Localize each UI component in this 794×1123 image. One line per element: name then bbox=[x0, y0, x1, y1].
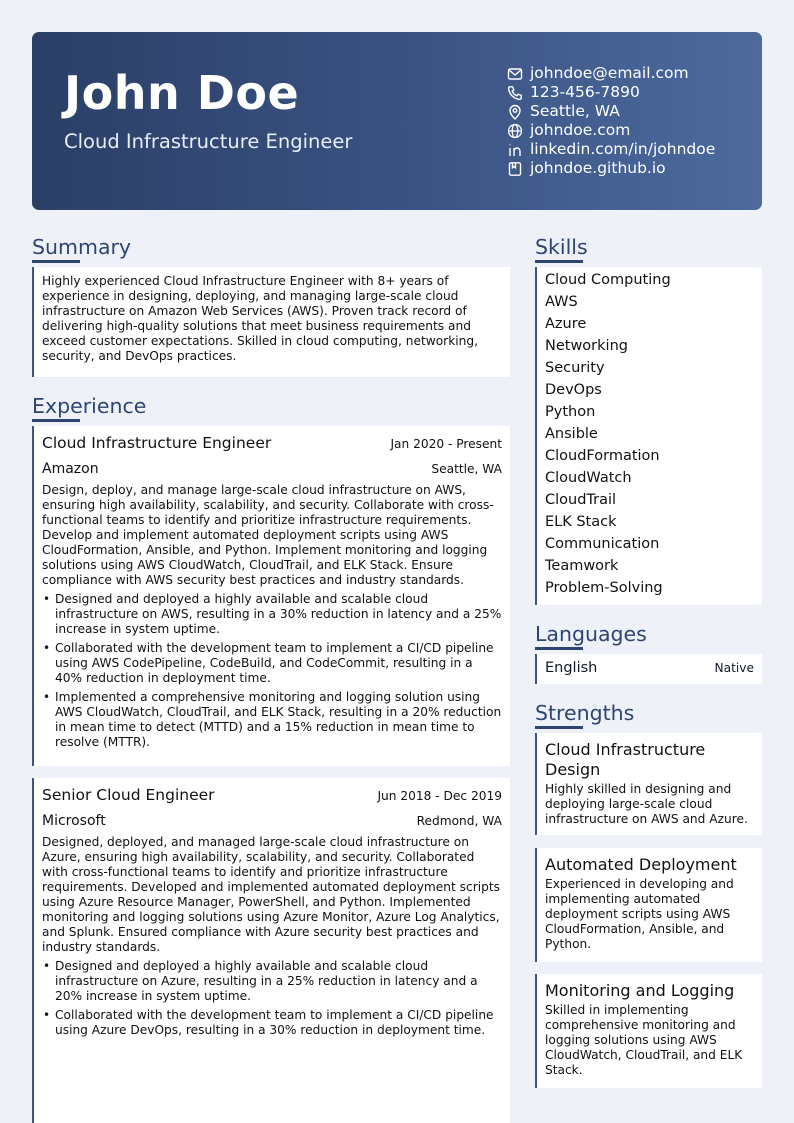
job-company: Amazon bbox=[42, 461, 99, 477]
summary-card bbox=[32, 267, 510, 377]
strength-title: Monitoring and Logging bbox=[545, 981, 735, 1000]
skill-item: Python bbox=[545, 404, 596, 420]
job-achievements bbox=[42, 959, 502, 1038]
linkedin-icon bbox=[507, 142, 523, 158]
contact-github[interactable] bbox=[507, 159, 715, 178]
contact-website[interactable] bbox=[507, 121, 715, 140]
job-description: Design, deploy, and manage large-scale cloud infrastructure on AWS, ensuring high availability, scalability, and security. Collaborate with cross-functional teams to identify and prioritize infrastructure requirements. Develop and implement automated deployment scripts using AWS CloudFormation, Ansible, and Python. Implement monitoring and logging solutions using AWS CloudWatch, CloudTrail, and ELK Stack. Ensure compliance with AWS security best practices and industry standards. bbox=[42, 483, 494, 587]
contact-location bbox=[507, 102, 715, 121]
contact-list bbox=[507, 64, 715, 178]
achievement-item: • Designed and deployed a highly available and scalable cloud infrastructure on Azure, resulting in a 25% reduction in latency and a 20% increase in system uptime. bbox=[42, 959, 502, 1004]
language-name: English bbox=[545, 660, 598, 676]
contact-github-text: johndoe.github.io bbox=[530, 159, 666, 177]
phone-icon bbox=[507, 85, 523, 101]
strengths-underline bbox=[535, 726, 583, 729]
skill-item: Networking bbox=[545, 338, 628, 354]
contact-email[interactable] bbox=[507, 64, 715, 83]
skill-item: AWS bbox=[545, 294, 578, 310]
languages-underline bbox=[535, 647, 583, 650]
experience-underline bbox=[32, 419, 80, 422]
job-header bbox=[42, 433, 502, 453]
language-level: Native bbox=[714, 661, 754, 675]
contact-location-text: Seattle, WA bbox=[530, 102, 620, 120]
contact-phone-text: 123-456-7890 bbox=[530, 83, 640, 101]
skill-item: CloudWatch bbox=[545, 470, 632, 486]
job-description: Designed, deployed, and managed large-scale cloud infrastructure on Azure, ensuring high availability, scalability, and security. Collaborated with cross-functional teams to identify and prioritize infrastructure requirements. Developed and implemented automated deployment scripts using Azure Resource Manager, PowerShell, and Python. Implemented monitoring and logging solutions using Azure Monitor, Azure Log Analytics, and Splunk. Ensured compliance with Azure security best practices and industry standards. bbox=[42, 835, 500, 954]
achievement-item: • Designed and deployed a highly available and scalable cloud infrastructure on AWS, resulting in a 30% reduction in latency and a 25% increase in system uptime. bbox=[42, 592, 502, 637]
skill-item: DevOps bbox=[545, 382, 602, 398]
job-company-row bbox=[42, 460, 502, 478]
strength-card bbox=[535, 848, 762, 962]
email-icon bbox=[507, 66, 523, 82]
candidate-name: John Doe bbox=[64, 66, 300, 120]
skill-item: CloudTrail bbox=[545, 492, 617, 508]
job-location: Seattle, WA bbox=[431, 462, 502, 476]
job-company: Microsoft bbox=[42, 813, 106, 829]
skill-item: Problem-Solving bbox=[545, 580, 663, 596]
job-dates: Jun 2018 - Dec 2019 bbox=[377, 789, 502, 803]
job-achievements bbox=[42, 592, 502, 750]
strength-description: Experienced in developing and implementing automated deployment scripts using AWS CloudFormation, Ansible, and Python. bbox=[545, 877, 734, 951]
skill-item: ELK Stack bbox=[545, 514, 617, 530]
achievement-item: • Collaborated with the development team to implement a CI/CD pipeline using Azure DevOps, resulting in a 30% reduction in deployment time. bbox=[42, 1008, 502, 1038]
job-header bbox=[42, 785, 502, 805]
strength-description: Skilled in implementing comprehensive monitoring and logging solutions using AWS CloudWatch, CloudTrail, and ELK Stack. bbox=[545, 1003, 743, 1077]
github-icon bbox=[507, 161, 523, 177]
job-dates: Jan 2020 - Present bbox=[390, 437, 502, 451]
globe-icon bbox=[507, 123, 523, 139]
job-title: Senior Cloud Engineer bbox=[42, 786, 215, 804]
achievement-item: • Collaborated with the development team to implement a CI/CD pipeline using AWS CodePipeline, CodeBuild, and CodeCommit, resulting in a 40% reduction in deployment time. bbox=[42, 641, 502, 686]
summary-heading: Summary bbox=[32, 235, 132, 259]
skills-card bbox=[535, 267, 762, 605]
strength-description: Highly skilled in designing and deploying large-scale cloud infrastructure on AWS and Azure. bbox=[545, 782, 748, 826]
location-icon bbox=[507, 104, 523, 120]
contact-website-text: johndoe.com bbox=[530, 121, 631, 139]
skill-item: Azure bbox=[545, 316, 587, 332]
skill-item: CloudFormation bbox=[545, 448, 660, 464]
resume-header bbox=[32, 32, 762, 210]
languages-heading: Languages bbox=[535, 622, 647, 646]
experience-card bbox=[32, 778, 510, 1123]
strengths-heading: Strengths bbox=[535, 701, 635, 725]
summary-underline bbox=[32, 260, 80, 263]
strength-card bbox=[535, 974, 762, 1088]
experience-card bbox=[32, 426, 510, 766]
job-title: Cloud Infrastructure Engineer bbox=[42, 434, 272, 452]
strength-card bbox=[535, 733, 762, 835]
skill-item: Security bbox=[545, 360, 605, 376]
skill-item: Ansible bbox=[545, 426, 598, 442]
skills-heading: Skills bbox=[535, 235, 588, 259]
achievement-item: • Implemented a comprehensive monitoring and logging solution using AWS CloudWatch, CloudTrail, and ELK Stack, resulting in a 20% reduction in mean time to detect (MTTD) and a 15% reduction in mean time to resolve (MTTR). bbox=[42, 690, 502, 750]
candidate-title: Cloud Infrastructure Engineer bbox=[64, 130, 353, 153]
language-row bbox=[537, 654, 762, 682]
contact-linkedin[interactable] bbox=[507, 140, 715, 159]
skill-item: Teamwork bbox=[545, 558, 619, 574]
contact-phone[interactable] bbox=[507, 83, 715, 102]
summary-text: Highly experienced Cloud Infrastructure Engineer with 8+ years of experience in designing, deploying, and managing large-scale cloud infrastructure on Amazon Web Services (AWS). Proven track record of delivering high-quality solutions that meet business requirements and exceed customer expectations. Skilled in cloud computing, networking, security, and DevOps practices. bbox=[42, 274, 478, 363]
contact-linkedin-text: linkedin.com/in/johndoe bbox=[530, 140, 716, 158]
skill-item: Communication bbox=[545, 536, 660, 552]
job-company-row bbox=[42, 812, 502, 830]
strength-title: Automated Deployment bbox=[545, 855, 737, 874]
strength-title: Cloud Infrastructure Design bbox=[545, 740, 706, 779]
experience-heading: Experience bbox=[32, 394, 147, 418]
skill-item: Cloud Computing bbox=[545, 272, 671, 288]
skills-underline bbox=[535, 260, 583, 263]
job-location: Redmond, WA bbox=[416, 814, 502, 828]
languages-card bbox=[535, 654, 762, 684]
contact-email-text: johndoe@email.com bbox=[530, 64, 689, 82]
